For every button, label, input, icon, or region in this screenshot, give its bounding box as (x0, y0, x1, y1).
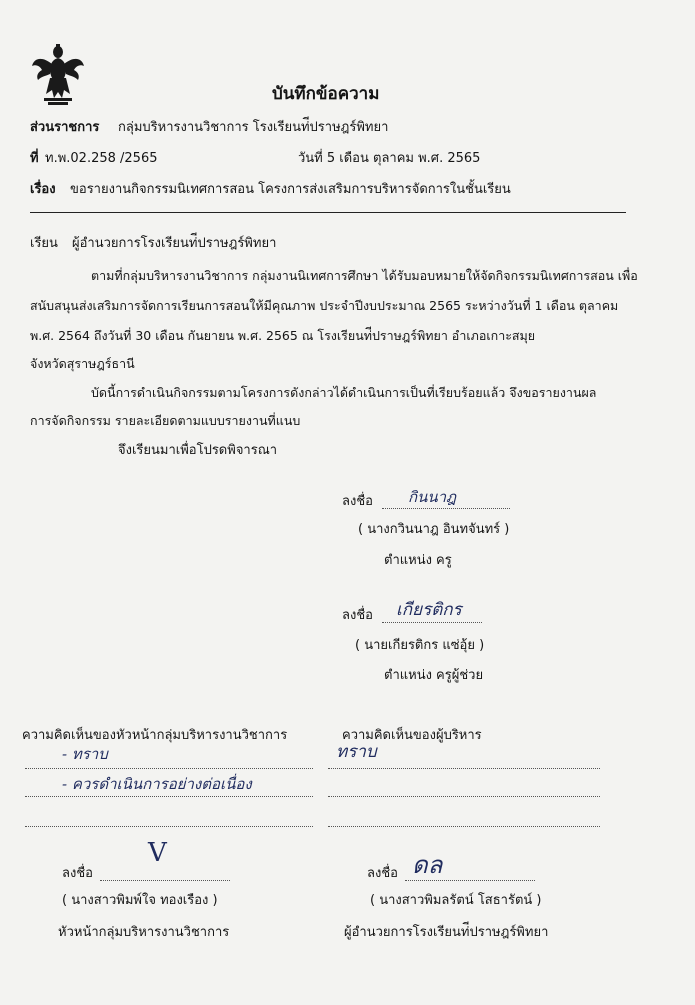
right-signature-scribble: ดล (412, 851, 443, 879)
salutation-value: ผู้อำนวยการโรงเรียนท่ีปราษฎร์พิทยา (72, 236, 277, 251)
left-signer-position: หัวหน้ากลุ่มบริหารงานวิชาการ (58, 925, 230, 940)
signer2-position: ตำแหน่ง ครูผู้ช่วย (384, 668, 484, 683)
paragraph1-line: พ.ศ. 2564 ถึงวันที่ 30 เดือน กันยายน พ.ศ. 2565 ณ โรงเรียนท่ีปราษฎร์พิทยา อำเภอเกาะสมุย (30, 328, 536, 343)
closing-text: จึงเรียนมาเพื่อโปรดพิจารณา (118, 443, 278, 458)
paragraph1-line: ตามที่กลุ่มบริหารงานวิชาการ กลุ่มงานนิเทศการศึกษา ได้รับมอบหมายให้จัดกิจกรรมนิเทศการสอน เพื่อ (91, 268, 638, 283)
paragraph1-line: สนับสนุนส่งเสริมการจัดการเรียนการสอนให้มีคุณภาพ ประจำปีงบประมาณ 2565 ระหว่างวันที่ 1 เดือน ตุลาคม (30, 298, 619, 313)
right-opinion-heading: ความคิดเห็นของผู้บริหาร (342, 728, 482, 743)
comment-line (25, 768, 313, 769)
signer2-name: ( นายเกียรติกร แซ่อุ้ย ) (355, 638, 485, 653)
right-signer-name: ( นางสาวพิมลรัตน์ โสธารัตน์ ) (370, 893, 542, 908)
sign-label: ลงชื่อ (342, 608, 373, 623)
right-signer-position: ผู้อำนวยการโรงเรียนท่ีปราษฎร์พิทยา (344, 925, 549, 940)
comment-line (328, 796, 600, 797)
signature-line (100, 880, 230, 881)
left-signer-name: ( นางสาวพิมพ์ใจ ทองเรือง ) (62, 893, 218, 908)
left-handwritten-note-1: - ทราบ (62, 745, 108, 763)
subject-label: เรื่อง (30, 182, 56, 197)
right-handwritten-note-1: ทราบ (336, 742, 377, 762)
signature-scribble-1: กินนาฎ (408, 488, 457, 506)
sign-label: ลงชื่อ (62, 866, 93, 881)
paragraph2-line: การจัดกิจกรรม รายละเอียดตามแบบรายงานที่แนบ (30, 413, 301, 428)
comment-line (25, 826, 313, 827)
comment-line (328, 768, 600, 769)
sign-label: ลงชื่อ (367, 866, 398, 881)
sign-label: ลงชื่อ (342, 494, 373, 509)
signature-scribble-2: เกียรติกร (396, 600, 462, 620)
signer1-name: ( นางกวินนาฎ อินทจันทร์ ) (358, 522, 510, 537)
comment-line (328, 826, 600, 827)
left-handwritten-note-2: - ควรดำเนินการอย่างต่อเนื่อง (62, 775, 252, 793)
paragraph1-line: จังหวัดสุราษฎร์ธานี (30, 356, 135, 371)
comment-line (25, 796, 313, 797)
ref-value: ท.พ.02.258 /2565 (45, 151, 158, 166)
subject-value: ขอรายงานกิจกรรมนิเทศการสอน โครงการส่งเสริมการบริหารจัดการในชั้นเรียน (70, 182, 511, 197)
memo-title: บันทึกข้อความ (272, 84, 380, 104)
salutation-label: เรียน (30, 236, 58, 251)
agency-label: ส่วนราชการ (30, 120, 100, 135)
ref-label: ที่ (30, 151, 39, 166)
signer1-position: ตำแหน่ง ครู (384, 553, 452, 568)
agency-value: กลุ่มบริหารงานวิชาการ โรงเรียนท่ีปราษฎร์พิทยา (118, 120, 389, 135)
left-opinion-heading: ความคิดเห็นของหัวหน้ากลุ่มบริหารงานวิชาการ (22, 728, 288, 743)
memo-date: วันที่ 5 เดือน ตุลาคม พ.ศ. 2565 (298, 151, 481, 166)
garuda-emblem-icon (30, 42, 86, 108)
header-divider (30, 212, 626, 213)
left-signature-scribble: V (148, 838, 167, 868)
paragraph2-line: บัดนี้การดำเนินกิจกรรมตามโครงการดังกล่าวได้ดำเนินการเป็นที่เรียบร้อยแล้ว จึงขอรายงานผล (91, 385, 597, 400)
